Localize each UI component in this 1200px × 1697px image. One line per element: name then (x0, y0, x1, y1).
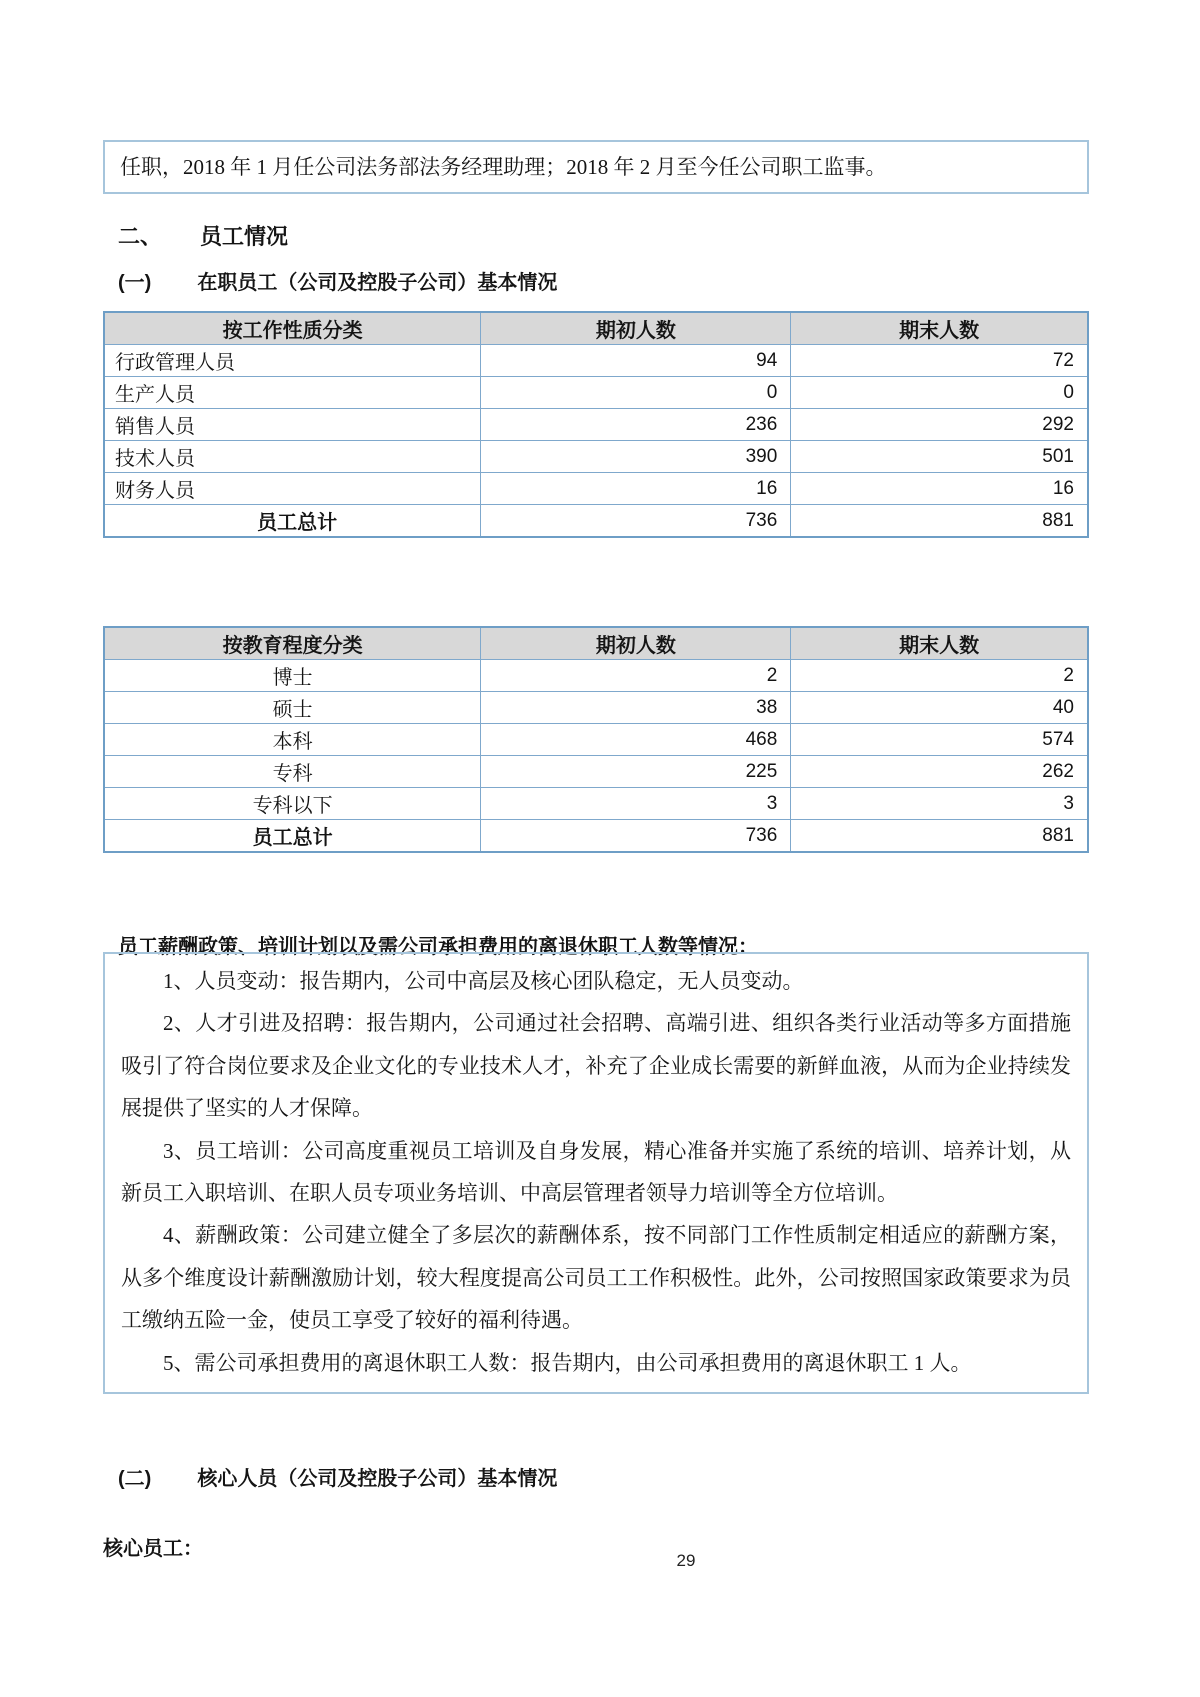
start-count: 468 (481, 724, 791, 756)
table-total-row (104, 505, 1088, 538)
table-row (104, 473, 1088, 505)
section-title: 员工情况 (200, 224, 289, 249)
table-row (104, 660, 1088, 692)
header-start-count: 期初人数 (481, 312, 791, 345)
total-start-count: 736 (481, 820, 791, 853)
policy-paragraph-retirees: 5、需公司承担费用的离退休职工人数：报告期内，由公司承担费用的离退休职工 1 人。 (163, 1350, 972, 1375)
end-count: 262 (791, 756, 1088, 788)
start-count: 3 (481, 788, 791, 820)
policy-paragraph-personnel-change: 1、人员变动：报告期内，公司中高层及核心团队稳定，无人员变动。 (163, 969, 804, 993)
tenure-note-text: 任职，2018 年 1 月任公司法务部法务经理助理；2018 年 2 月至今任公司职工监事。 (120, 155, 887, 179)
page-number: 29 (676, 1551, 696, 1570)
education-label: 博士 (104, 660, 481, 692)
total-end-count: 881 (791, 505, 1088, 538)
education-label: 硕士 (104, 692, 481, 724)
job-label: 技术人员 (104, 441, 481, 473)
end-count: 3 (791, 788, 1088, 820)
job-label: 生产人员 (104, 377, 481, 409)
header-end-count: 期末人数 (791, 312, 1088, 345)
table-header-row (104, 312, 1088, 345)
table-row (104, 409, 1088, 441)
subsection-heading-core-personnel (118, 1462, 557, 1491)
education-label: 本科 (104, 724, 481, 756)
total-label: 员工总计 (104, 505, 481, 538)
start-count: 225 (481, 756, 791, 788)
salary-policy-box (103, 952, 1089, 1394)
employees-by-education-table (103, 626, 1089, 853)
table-header-row (104, 627, 1088, 660)
policy-paragraph-compensation: 4、薪酬政策：公司建立健全了多层次的薪酬体系，按不同部门工作性质制定相适应的薪酬方案，从多个维度设计薪酬激励计划，较大程度提高公司员工工作积极性。此外，公司按照国家政策要求为员工缴纳五险一金，使员工享受了较好的福利待遇。 (121, 1223, 1071, 1333)
start-count: 2 (481, 660, 791, 692)
salary-policy-heading: 员工薪酬政策、培训计划以及需公司承担费用的离退休职工人数等情况： (118, 936, 758, 958)
start-count: 236 (481, 409, 791, 441)
policy-paragraph-recruitment: 2、人才引进及招聘：报告期内，公司通过社会招聘、高端引进、组织各类行业活动等多方面措施吸引了符合岗位要求及企业文化的专业技术人才，补充了企业成长需要的新鲜血液，从而为企业持续发展提供了坚实的人才保障。 (121, 1011, 1071, 1121)
start-count: 390 (481, 441, 791, 473)
education-label: 专科以下 (104, 788, 481, 820)
section-heading-employees (118, 220, 288, 251)
end-count: 501 (791, 441, 1088, 473)
education-label: 专科 (104, 756, 481, 788)
end-count: 0 (791, 377, 1088, 409)
table-row (104, 756, 1088, 788)
start-count: 94 (481, 345, 791, 377)
section-number: 二、 (118, 224, 163, 249)
employees-by-job-table (103, 311, 1089, 538)
end-count: 40 (791, 692, 1088, 724)
table-row (104, 377, 1088, 409)
tenure-note-box (103, 140, 1089, 194)
subsection-number: (一) (118, 272, 152, 294)
table-row (104, 692, 1088, 724)
total-end-count: 881 (791, 820, 1088, 853)
total-start-count: 736 (481, 505, 791, 538)
subsection-title: 在职员工（公司及控股子公司）基本情况 (197, 272, 558, 294)
start-count: 0 (481, 377, 791, 409)
header-start-count: 期初人数 (481, 627, 791, 660)
job-label: 行政管理人员 (104, 345, 481, 377)
subsection-number: (二) (118, 1468, 152, 1490)
end-count: 292 (791, 409, 1088, 441)
end-count: 16 (791, 473, 1088, 505)
start-count: 16 (481, 473, 791, 505)
policy-paragraph-training: 3、员工培训：公司高度重视员工培训及自身发展，精心准备并实施了系统的培训、培养计划，从新员工入职培训、在职人员专项业务培训、中高层管理者领导力培训等全方位培训。 (121, 1138, 1071, 1206)
end-count: 574 (791, 724, 1088, 756)
table-row (104, 788, 1088, 820)
page-content (103, 0, 1089, 1697)
table-row (104, 345, 1088, 377)
header-end-count: 期末人数 (791, 627, 1088, 660)
subsection-heading-active-employees (118, 266, 557, 295)
subsection-title: 核心人员（公司及控股子公司）基本情况 (197, 1468, 558, 1490)
table-total-row (104, 820, 1088, 853)
job-label: 财务人员 (104, 473, 481, 505)
end-count: 72 (791, 345, 1088, 377)
job-label: 销售人员 (104, 409, 481, 441)
start-count: 38 (481, 692, 791, 724)
table-row (104, 724, 1088, 756)
header-education-category: 按教育程度分类 (104, 627, 481, 660)
header-job-category: 按工作性质分类 (104, 312, 481, 345)
total-label: 员工总计 (104, 820, 481, 853)
core-employees-label: 核心员工： (103, 1538, 203, 1560)
table-row (104, 441, 1088, 473)
end-count: 2 (791, 660, 1088, 692)
